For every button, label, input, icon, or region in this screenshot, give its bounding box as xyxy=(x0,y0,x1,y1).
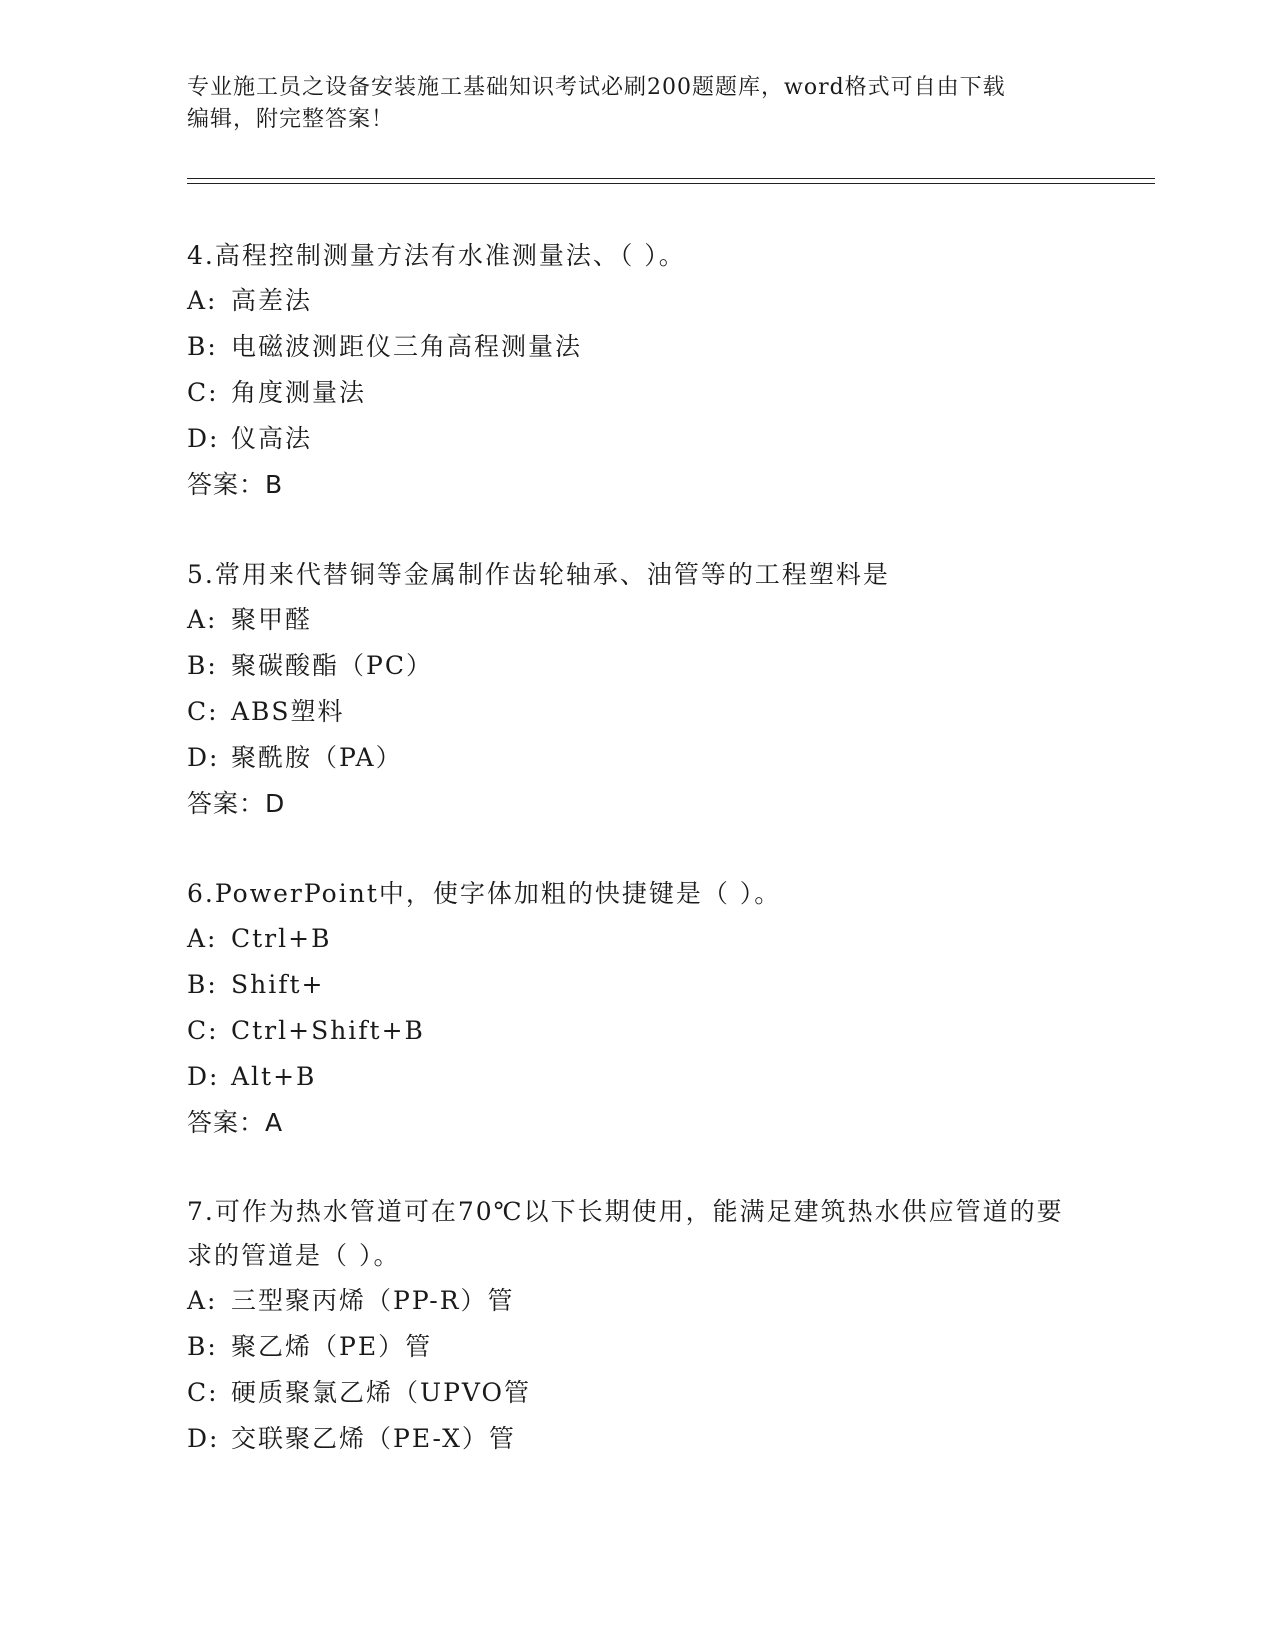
header-line-1: 专业施工员之设备安装施工基础知识考试必刷200题题库，word格式可自由下载 xyxy=(187,75,1006,100)
option-letter: C: xyxy=(187,1378,219,1407)
option-text: Ctrl+Shift+B xyxy=(231,1016,425,1045)
option-c xyxy=(187,1008,1067,1054)
option-letter: B: xyxy=(187,970,218,999)
option-letter: A: xyxy=(187,924,218,953)
option-b xyxy=(187,324,1067,370)
option-text: 三型聚丙烯（PP-R）管 xyxy=(231,1286,515,1315)
header-divider-bottom xyxy=(187,183,1155,184)
option-letter: C: xyxy=(187,697,219,726)
option-c xyxy=(187,370,1067,416)
option-letter: B: xyxy=(187,332,218,361)
option-b xyxy=(187,962,1067,1008)
option-text: 仪高法 xyxy=(231,424,313,453)
option-text: 聚酰胺（PA） xyxy=(231,743,403,772)
question-stem: 6.PowerPoint中，使字体加粗的快捷键是（ ）。 xyxy=(187,879,782,908)
question-6 xyxy=(187,872,1067,1146)
question-stem: 4.高程控制测量方法有水准测量法、（ ）。 xyxy=(187,241,686,270)
option-text: 高差法 xyxy=(231,286,313,315)
option-letter: A: xyxy=(187,1286,218,1315)
option-text: 电磁波测距仪三角高程测量法 xyxy=(231,332,583,361)
option-letter: D: xyxy=(187,424,220,453)
option-text: Alt+B xyxy=(231,1062,317,1091)
option-d xyxy=(187,1054,1067,1100)
option-text: Ctrl+B xyxy=(231,924,332,953)
question-7 xyxy=(187,1190,1067,1462)
option-letter: D: xyxy=(187,1424,220,1453)
option-text: 硬质聚氯乙烯（UPVO管 xyxy=(231,1378,532,1407)
option-letter: C: xyxy=(187,1016,219,1045)
header-line-2: 编辑，附完整答案！ xyxy=(187,107,395,132)
option-letter: C: xyxy=(187,378,219,407)
option-d xyxy=(187,735,1067,781)
option-a xyxy=(187,597,1067,643)
option-text: 聚甲醛 xyxy=(231,605,313,634)
option-letter: B: xyxy=(187,1332,218,1361)
option-c xyxy=(187,689,1067,735)
question-stem: 7.可作为热水管道可在70℃以下长期使用，能满足建筑热水供应管道的要求的管道是（ ）。 xyxy=(187,1197,1064,1270)
option-text: ABS塑料 xyxy=(231,697,345,726)
question-5 xyxy=(187,553,1067,827)
option-d xyxy=(187,416,1067,462)
option-text: 聚乙烯（PE）管 xyxy=(231,1332,433,1361)
option-letter: D: xyxy=(187,743,220,772)
answer-label: 答案：A xyxy=(187,1108,284,1137)
option-c xyxy=(187,1370,1067,1416)
option-text: 聚碳酸酯（PC） xyxy=(231,651,433,680)
answer-label: 答案：B xyxy=(187,470,284,499)
option-text: Shift+ xyxy=(231,970,325,999)
option-text: 交联聚乙烯（PE-X）管 xyxy=(231,1424,516,1453)
option-a xyxy=(187,916,1067,962)
document-header xyxy=(187,72,1067,136)
option-b xyxy=(187,1324,1067,1370)
option-letter: A: xyxy=(187,605,218,634)
header-divider-top xyxy=(187,178,1155,179)
option-a xyxy=(187,278,1067,324)
question-4 xyxy=(187,234,1067,508)
option-letter: D: xyxy=(187,1062,220,1091)
option-a xyxy=(187,1278,1067,1324)
answer-label: 答案：D xyxy=(187,789,286,818)
question-stem: 5.常用来代替铜等金属制作齿轮轴承、油管等的工程塑料是 xyxy=(187,560,890,589)
option-letter: B: xyxy=(187,651,218,680)
option-b xyxy=(187,643,1067,689)
option-letter: A: xyxy=(187,286,218,315)
option-text: 角度测量法 xyxy=(231,378,367,407)
option-d xyxy=(187,1416,1067,1462)
